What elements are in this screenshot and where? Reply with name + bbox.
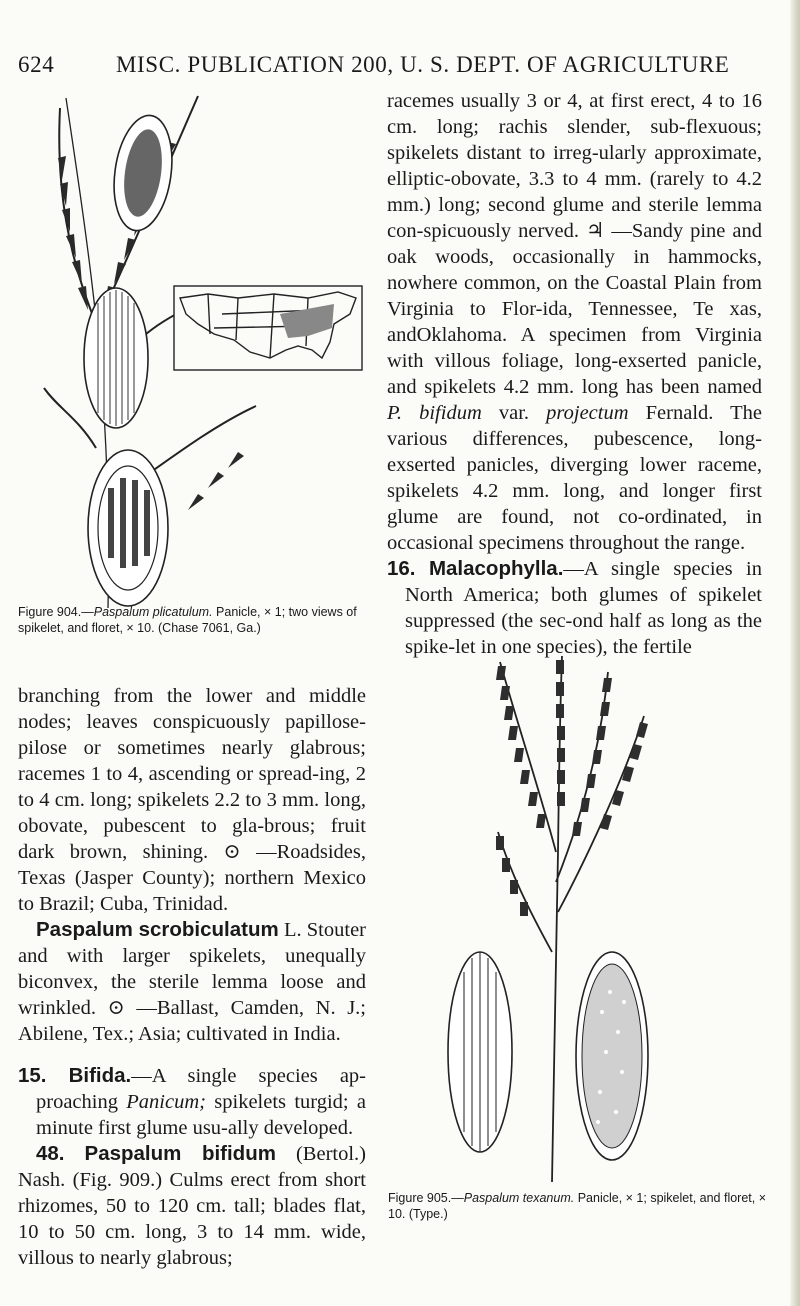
section-15-number: 15. — [18, 1064, 47, 1087]
left-column-bottom — [18, 683, 366, 1271]
figure-905-illustration — [440, 652, 660, 1182]
section-16-number: 16. — [387, 557, 416, 580]
bifidum-text: (Bertol.) Nash. (Fig. 909.) Culms erect from short rhizomes, 50 to 120 cm. tall; blades flat, 10 to 50 cm. long, 3 to 14 mm. wide, villous to nearly glabrous; — [18, 1143, 367, 1269]
figure-904-text: Panicle, × 1; two views of spikelet, and floret, × 10. (Chase 7061, Ga.) — [18, 605, 357, 635]
right-column-top — [387, 88, 762, 660]
page-number: 624 — [18, 52, 55, 77]
floret — [88, 450, 168, 606]
section-16-name: Malacophylla. — [428, 557, 564, 580]
running-header — [18, 52, 778, 80]
figure-904-illustration — [38, 88, 366, 610]
range-map — [174, 286, 362, 370]
species-scrobiculatum: Paspalum scrobiculatum — [36, 918, 279, 941]
figure-904-caption: Figure 904.—Paspalum plicatulum. Panicle, × 1; two views of spikelet, and floret, × 10. (Chase 7061, Ga.) — [18, 605, 357, 635]
section-15-text-a: —A single species ap-proaching — [36, 1065, 367, 1113]
figure-904-species: Paspalum plicatulum. — [93, 605, 213, 619]
variety-name: projectum — [546, 402, 629, 424]
page-edge — [790, 0, 800, 1306]
section-16 — [387, 556, 762, 660]
paragraph-branching: branching from the lower and middle nodes; leaves conspicuously papillose-pilose or sometimes nearly glabrous; racemes 1 to 4, ascending or spread-ing, 2 to 4 cm. long; spikelets 2.2 to 3 mm. long, obovate, pubescent to gla-brous; fruit dark brown, shining. ⊙ —Roadsides, Texas (Jasper County); northern Mexico to Brazil; Cuba, Trinidad. — [18, 685, 366, 915]
continued-description: racemes usually 3 or 4, at first erect, 4 to 16 cm. long; rachis slender, sub-flexuous; spikelets distant to irreg-ularly approximate, elliptic-obovate, 3.3 to 4 mm. (rarely to 4.2 mm.) long; second glume and sterile lemma con-spicuously nerved. ♃ —Sandy pine and oak woods, occasionally in hammocks, nowhere common, on the Coastal Plain from Virginia to Flor-ida, Tennessee, Te xas, andOklahoma. A specimen from Virginia with villous foliage, long-exserted panicle, and spikelets 4.2 mm. long has been named — [387, 90, 762, 398]
section-15-text-b: spikelets turgid; a minute first glume usu-ally developed. — [36, 1091, 366, 1139]
running-title: MISC. PUBLICATION 200, U. S. DEPT. OF AGRICULTURE — [116, 52, 730, 77]
figure-905-caption: Figure 905.—Paspalum texanum. Panicle, × 1; spikelet, and floret, × 10. (Type.) — [388, 1191, 767, 1221]
authority-and-notes: Fernald. The various differences, pubescence, long-exserted panicles, diverging lower raceme, spikelets 4.2 mm. long, and longer first glume are found, not co-ordinated, in occasional specimens throughout the range. — [387, 402, 762, 554]
paragraph-bifidum — [18, 1141, 366, 1271]
genus-panicum: Panicum; — [126, 1091, 206, 1113]
section-15-name: Bifida. — [68, 1064, 132, 1087]
paragraph-scrobiculatum — [18, 917, 366, 1047]
figure-905-species: Paspalum texanum. — [463, 1191, 575, 1205]
figure-904-label: Figure 904. — [18, 605, 82, 619]
scrobiculatum-text: L. Stouter and with larger spikelets, unequally biconvex, the sterile lemma loose and wrinkled. ⊙ —Ballast, Camden, N. J.; Abilene, Tex.; Asia; cultivated in India. — [18, 919, 366, 1045]
figure-905-text: Panicle, × 1; spikelet, and floret, × 10. (Type.) — [388, 1191, 767, 1221]
section-15 — [18, 1063, 366, 1141]
section-16-text: —A single species in North America; both glumes of spikelet suppressed (the sec-ond half as long as the spike-let in one species), the fertile — [405, 558, 762, 658]
species-48-number: 48. — [36, 1142, 65, 1165]
figure-905-label: Figure 905. — [388, 1191, 452, 1205]
species-name-bifidum: P. bifidum — [387, 402, 482, 424]
var-label: var. — [498, 402, 530, 424]
species-bifidum: Paspalum bifidum — [84, 1142, 276, 1165]
